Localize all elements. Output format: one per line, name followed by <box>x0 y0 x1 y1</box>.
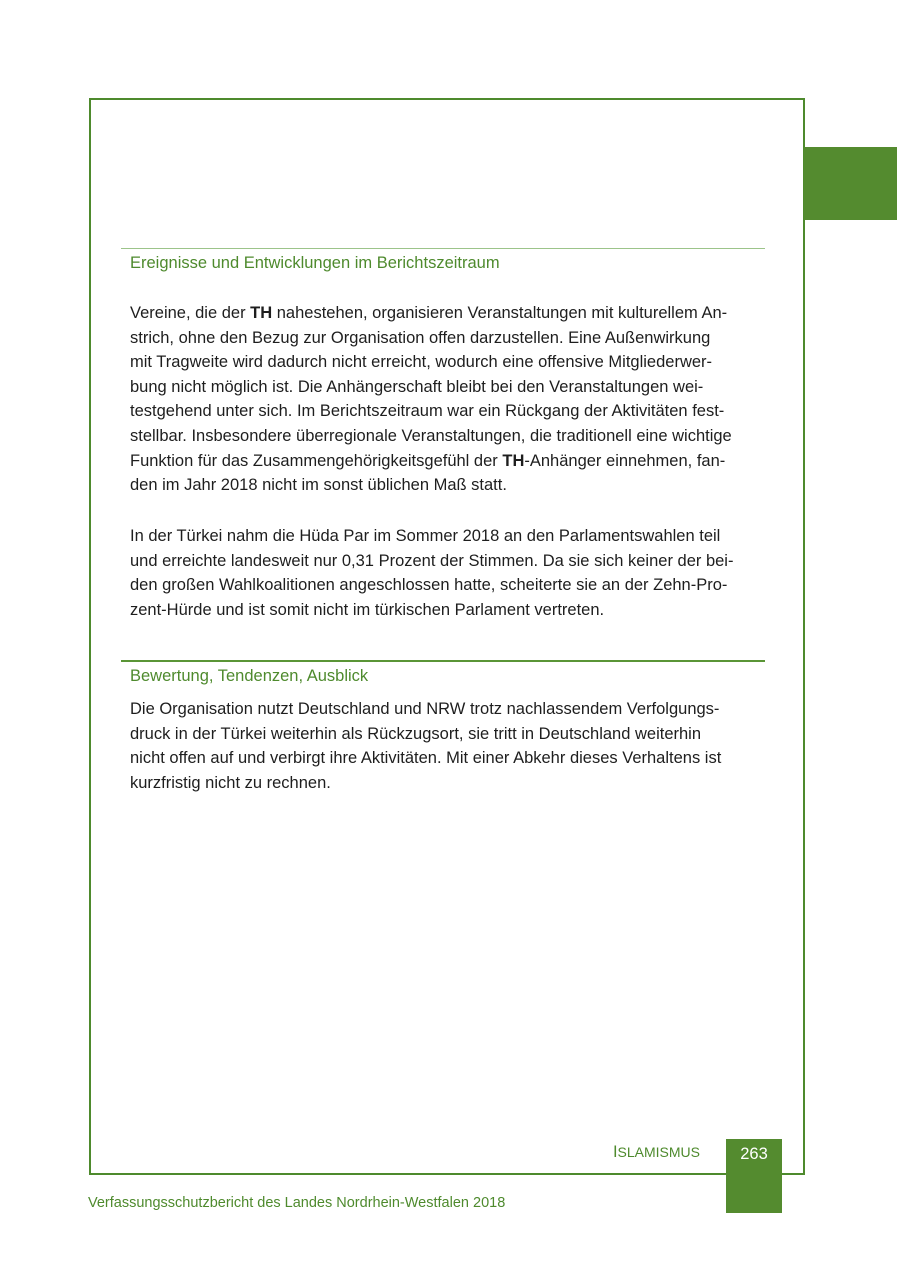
text-line: nicht offen auf und verbirgt ihre Aktivitäten. Mit einer Abkehr dieses Verhaltens ist <box>130 749 722 768</box>
chapter-tab-marker <box>804 147 897 220</box>
text-line: Funktion für das Zusammengehörigkeitsgefühl der TH-Anhänger einnehmen, fan- <box>130 451 726 470</box>
text-line: den großen Wahlkoalitionen angeschlossen hatte, scheiterte sie an der Zehn-Pro- <box>130 576 728 595</box>
text-line: testgehend unter sich. Im Berichtszeitraum war ein Rückgang der Aktivitäten fest- <box>130 402 725 421</box>
text-line: Vereine, die der TH nahestehen, organisieren Veranstaltungen mit kulturellem An- <box>130 304 728 322</box>
publication-title: Verfassungsschutzbericht des Landes Nordrhein-Westfalen 2018 <box>88 1195 506 1211</box>
text-line: strich, ohne den Bezug zur Organisation offen darzustellen. Eine Außenwirkung <box>130 328 711 347</box>
text-line: bung nicht möglich ist. Die Anhängerschaft bleibt bei den Veranstaltungen wei- <box>130 377 704 396</box>
section-divider-top <box>121 248 765 249</box>
section-heading-assessment: Bewertung, Tendenzen, Ausblick <box>130 667 369 685</box>
text-line: stellbar. Insbesondere überregionale Veranstaltungen, die traditionell eine wichtige <box>130 426 732 445</box>
paragraph-assessment <box>130 697 770 795</box>
text-line: mit Tragweite wird dadurch nicht erreicht, wodurch eine offensive Mitgliederwer- <box>130 353 713 372</box>
text-line: In der Türkei nahm die Hüda Par im Sommer 2018 an den Parlamentswahlen teil <box>130 527 721 545</box>
page-number-box <box>726 1139 782 1213</box>
footer-section-label: ISLAMISMUS <box>612 1143 700 1161</box>
page-number: 263 <box>740 1145 768 1163</box>
text-line: druck in der Türkei weiterhin als Rückzugsort, sie tritt in Deutschland weiterhin <box>130 724 702 743</box>
text-line: und erreichte landesweit nur 0,31 Prozent der Stimmen. Da sie sich keiner der bei- <box>130 551 734 570</box>
text-line: kurzfristig nicht zu rechnen. <box>130 773 331 792</box>
text-line: zent-Hürde und ist somit nicht im türkischen Parlament vertreten. <box>130 600 605 619</box>
section-divider-assessment <box>121 660 765 662</box>
section-heading-events: Ereignisse und Entwicklungen im Berichtszeitraum <box>130 254 500 272</box>
text-line: Die Organisation nutzt Deutschland und NRW trotz nachlassendem Verfolgungs- <box>130 700 720 718</box>
text-line: den im Jahr 2018 nicht im sonst üblichen Maß statt. <box>130 476 507 495</box>
paragraph-th-associations <box>130 301 770 498</box>
paragraph-hueda-par <box>130 524 770 622</box>
